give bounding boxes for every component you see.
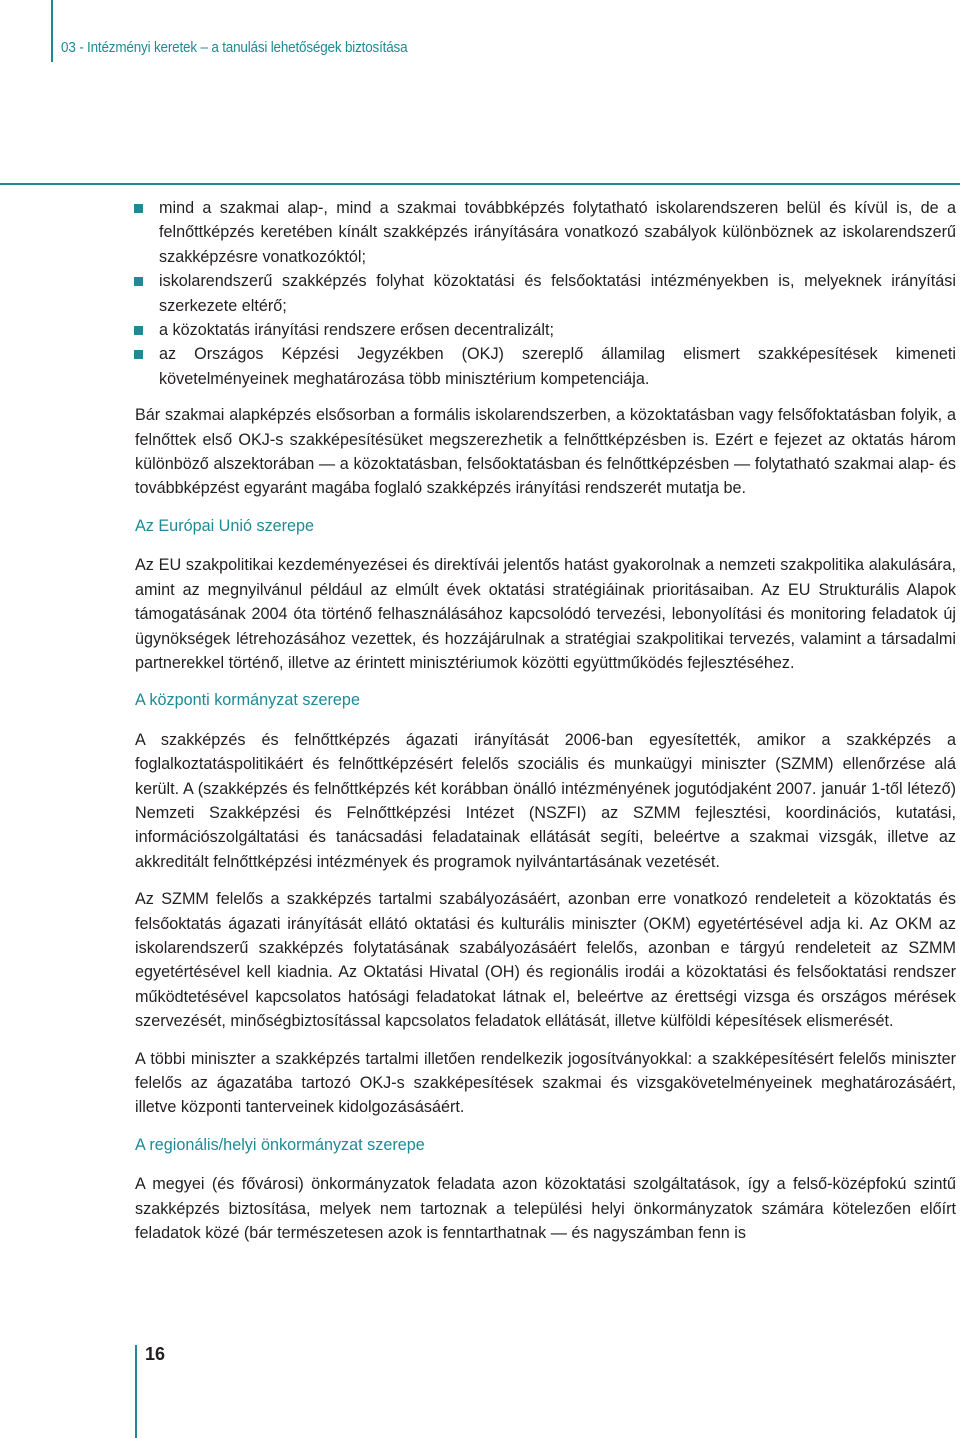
header-divider bbox=[0, 183, 960, 185]
header-accent-line bbox=[51, 0, 53, 62]
paragraph-central-1: A szakképzés és felnőttképzés ágazati irányítását 2006-ban egyesítették, amikor a szakképzés a foglalkoztatáspolitikáért és felnőttképzésért felelős szociális és munkaügyi miniszter (SZMM) ellenőrzése alá került. A (szakképzés és felnőttképzés két korábban önálló intézményének jogutódjaként 2007. január 1-től létező) Nemzeti Szakképzési és Felnőttképzési Intézet (NSZFI) az SZMM fejlesztési, koordinációs, kutatási, információszolgáltatási és tanácsadási feladatainak ellátását segíti, beleértve a szakmai vizsgák, illetve az akkreditált felnőttképzési intézmények és programok nyilvántartásának vezetését. bbox=[135, 730, 956, 871]
section-heading-regional: A regionális/helyi önkormányzat szerepe bbox=[135, 1135, 425, 1154]
page-body bbox=[135, 196, 956, 1245]
paragraph-central-2: Az SZMM felelős a szakképzés tartalmi szabályozásáért, azonban erre vonatkozó rendeleteit a közoktatás és felsőoktatás ágazati irányítását ellátó oktatási és kulturális miniszter (OKM) egyetértésével adja ki. Az OKM az iskolarendszerű szakképzés folytatásának szabályozásáért felelős, azonban e tárgyú rendeleteit az SZMM egyetértésével kell kiadnia. Az Oktatási Hivatal (OH) és regionális irodái a közoktatási és felsőoktatási rendszer működtetésével kapcsolatos hatósági feladatokat látnak el, beleértve az érettségi vizsga és országos mérések szervezését, minőségbiztosítással kapcsolatos feladatok ellátását, illetve külföldi képesítések elismerését. bbox=[135, 890, 956, 1031]
list-item-text: mind a szakmai alap-, mind a szakmai továbbképzés folytatható iskolarendszeren belül és kívül is, de a felnőttképzés keretében kínált szakképzés irányítására vonatkozó szabályok különböznek az iskolarendszerű szakképzésre vonatkozóktól; bbox=[159, 199, 956, 266]
section-heading-central-government: A központi kormányzat szerepe bbox=[135, 691, 360, 710]
page-number: 16 bbox=[145, 1344, 166, 1364]
square-bullet-icon bbox=[134, 350, 143, 359]
paragraph-eu: Az EU szakpolitikai kezdeményezései és direktívái jelentős hatást gyakorolnak a nemzeti szakpolitika alakulására, amint az megnyilvánul például az elmúlt évek oktatási stratégiáinak prioritásaiban. Az EU Strukturális Alapok támogatásának 2004 óta történő felhasználásához kapcsolódó tervezési, lebonyolítási és monitoring feladatok új ügynökségek létrehozásához vezettek, és hozzájárulnak a stratégiai szakpolitikai tervezés, valamint a társadalmi partnerekkel történő, illetve az érintett minisztériumok közötti együttműködés fejlesztéséhez. bbox=[135, 556, 956, 672]
paragraph-regional: A megyei (és fővárosi) önkormányzatok feladata azon közoktatási szolgáltatások, így a felső-középfokú szintű szakképzés biztosítása, melyek nem tartoznak a települési helyi önkormányzatok számára kötelezően előírt feladatok közé (bár természetesen azok is fenntarthatnak — és nagyszámban fenn is bbox=[135, 1175, 956, 1243]
list-item bbox=[134, 342, 956, 391]
list-item-text: az Országos Képzési Jegyzékben (OKJ) szereplő államilag elismert szakképesítések kimeneti követelményeinek meghatározása több minisztérium kompetenciája. bbox=[159, 345, 956, 388]
list-item bbox=[134, 196, 956, 269]
square-bullet-icon bbox=[134, 204, 143, 213]
intro-paragraph: Bár szakmai alapképzés elsősorban a formális iskolarendszerben, a közoktatásban vagy felsőfoktatásban folyik, a felnőttek első OKJ-s szakképesítésüket megszerezhetik a felnőttképzésben is. Ezért e fejezet az oktatás három különböző alszektorában — a közoktatásban, felsőoktatásban és felnőttképzésben — folytatható szakmai alap- és továbbképzést egyaránt magába foglaló szakképzés irányítási rendszerét mutatja be. bbox=[135, 406, 956, 498]
list-item bbox=[134, 269, 956, 318]
square-bullet-icon bbox=[134, 277, 143, 286]
list-item-text: iskolarendszerű szakképzés folyhat közoktatási és felsőoktatási intézményekben is, melyeknek irányítási szerkezete eltérő; bbox=[159, 272, 956, 315]
square-bullet-icon bbox=[134, 326, 143, 335]
paragraph-central-3: A többi miniszter a szakképzés tartalmi illetően rendelkezik jogosítványokkal: a szakképesítésért felelős miniszter felelős az ágazatába tartozó OKJ-s szakképesítések szakmai és vizsgakövetelményeinek meghatározásáért, illetve központi tanterveinek kidolgozásásáért. bbox=[135, 1049, 956, 1117]
list-item-text: a közoktatás irányítási rendszere erősen decentralizált; bbox=[159, 321, 554, 340]
bullet-list bbox=[135, 196, 956, 391]
list-item bbox=[134, 318, 956, 342]
footer-accent-line bbox=[135, 1345, 137, 1438]
chapter-header: 03 - Intézményi keretek – a tanulási lehetőségek biztosítása bbox=[61, 40, 408, 56]
section-heading-eu: Az Európai Unió szerepe bbox=[135, 516, 315, 535]
